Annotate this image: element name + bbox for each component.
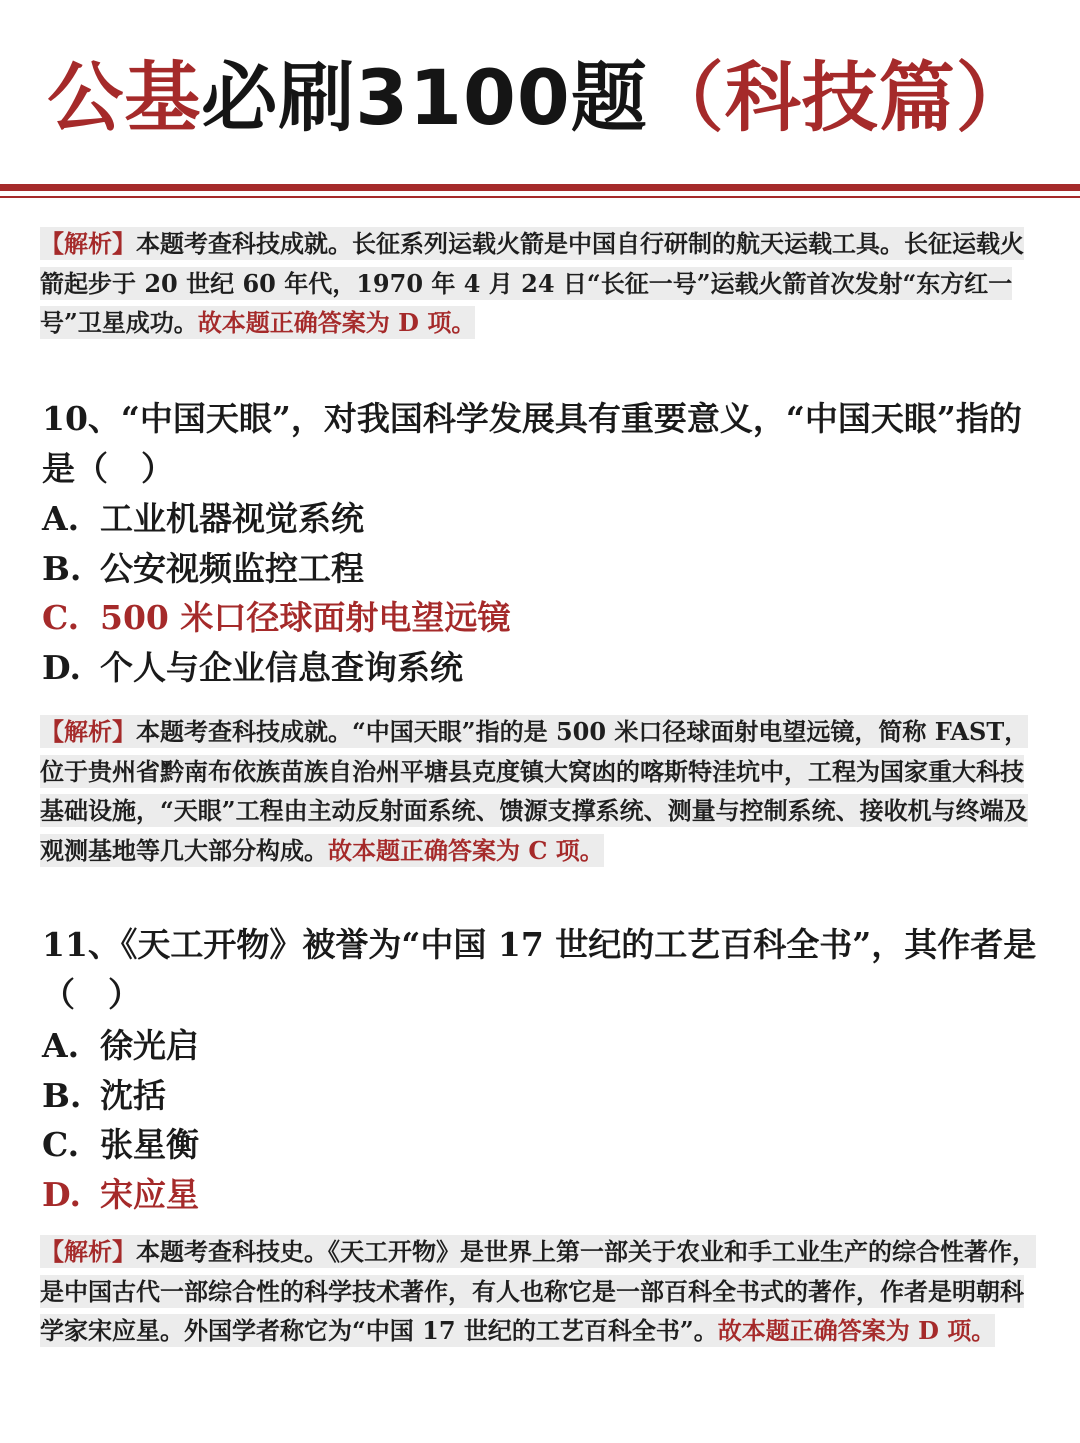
option-letter: D. [42, 1174, 81, 1214]
option-d-correct [42, 1170, 1042, 1220]
option-letter: B. [42, 548, 82, 588]
page-title [0, 48, 1080, 148]
analysis-text: 本题考查科技成就。“中国天眼”指的是 500 米口径球面射电望远镜，简称 FAST，位于贵州省黔南布依族苗族自治州平塘县克度镇大窝凼的喀斯特洼坑中，工程为国家重大科技基础设施，“天眼”工程由主动反射面系统、馈源支撑系统、测量与控制系统、接收机与终端及观测基地等几大部分构成。 [40, 717, 1029, 865]
title-category-part: （科技篇） [647, 53, 1033, 142]
option-b [42, 544, 1042, 594]
analysis-highlight [40, 1235, 1036, 1347]
title-red-part: 公基 [47, 53, 202, 142]
question-10: 10、“中国天眼”，对我国科学发展具有重要意义，“中国天眼”指的是（ ） [42, 399, 1022, 488]
option-text: 宋应星 [100, 1174, 199, 1214]
option-text: 公安视频监控工程 [100, 548, 364, 588]
options-q11 [42, 1021, 1042, 1219]
question-11: 11、《天工开物》被誉为“中国 17 世纪的工艺百科全书”，其作者是（ ） [42, 925, 1037, 1014]
analysis-tag: 【解析】 [40, 717, 136, 746]
option-text: 工业机器视觉系统 [100, 499, 364, 538]
title-black-part: 必刷3100题 [201, 53, 648, 142]
options-q10 [42, 494, 1042, 692]
analysis-q10 [40, 712, 1040, 870]
option-a [42, 494, 1042, 544]
answer-text: 故本题正确答案为 D 项。 [717, 1316, 996, 1345]
analysis-text: 本题考查科技史。《天工开物》是世界上第一部关于农业和手工业生产的综合性著作，是中国古代一部综合性的科学技术著作，有人也称它是一部百科全书式的著作，作者是明朝科学家宋应星。外国学者称它为“中国 17 世纪的工艺百科全书”。 [40, 1237, 1036, 1345]
option-letter: A. [42, 499, 80, 538]
analysis-q9 [40, 224, 1040, 343]
option-c-correct [42, 593, 1042, 643]
analysis-q11 [40, 1232, 1040, 1351]
header-divider-thin [0, 196, 1080, 198]
page-header [0, 0, 1080, 200]
analysis-tag: 【解析】 [40, 1237, 136, 1266]
answer-text: 故本题正确答案为 C 项。 [328, 835, 604, 865]
option-letter: D. [42, 647, 81, 687]
analysis-tag: 【解析】 [40, 229, 136, 258]
option-letter: C. [42, 598, 80, 637]
analysis-highlight [40, 227, 1024, 339]
option-text: 徐光启 [100, 1026, 199, 1065]
option-a [42, 1021, 1042, 1071]
option-b [42, 1071, 1042, 1121]
option-letter: B. [42, 1075, 82, 1115]
header-divider-thick [0, 184, 1080, 191]
option-text: 500 米口径球面射电望远镜 [100, 598, 511, 637]
option-text: 沈括 [100, 1075, 166, 1115]
option-d [42, 643, 1042, 693]
analysis-text: 本题考查科技成就。长征系列运载火箭是中国自行研制的航天运载工具。长征运载火箭起步于 20 世纪 60 年代，1970 年 4 月 24 日“长征一号”运载火箭首次发射“东方红一号”卫星成功。 [40, 229, 1024, 337]
answer-text: 故本题正确答案为 D 项。 [197, 308, 476, 337]
analysis-highlight [40, 715, 1028, 867]
option-text: 个人与企业信息查询系统 [100, 647, 463, 687]
option-c [42, 1120, 1042, 1170]
option-letter: C. [42, 1125, 80, 1164]
option-letter: A. [42, 1026, 80, 1065]
option-text: 张星衡 [100, 1125, 199, 1164]
